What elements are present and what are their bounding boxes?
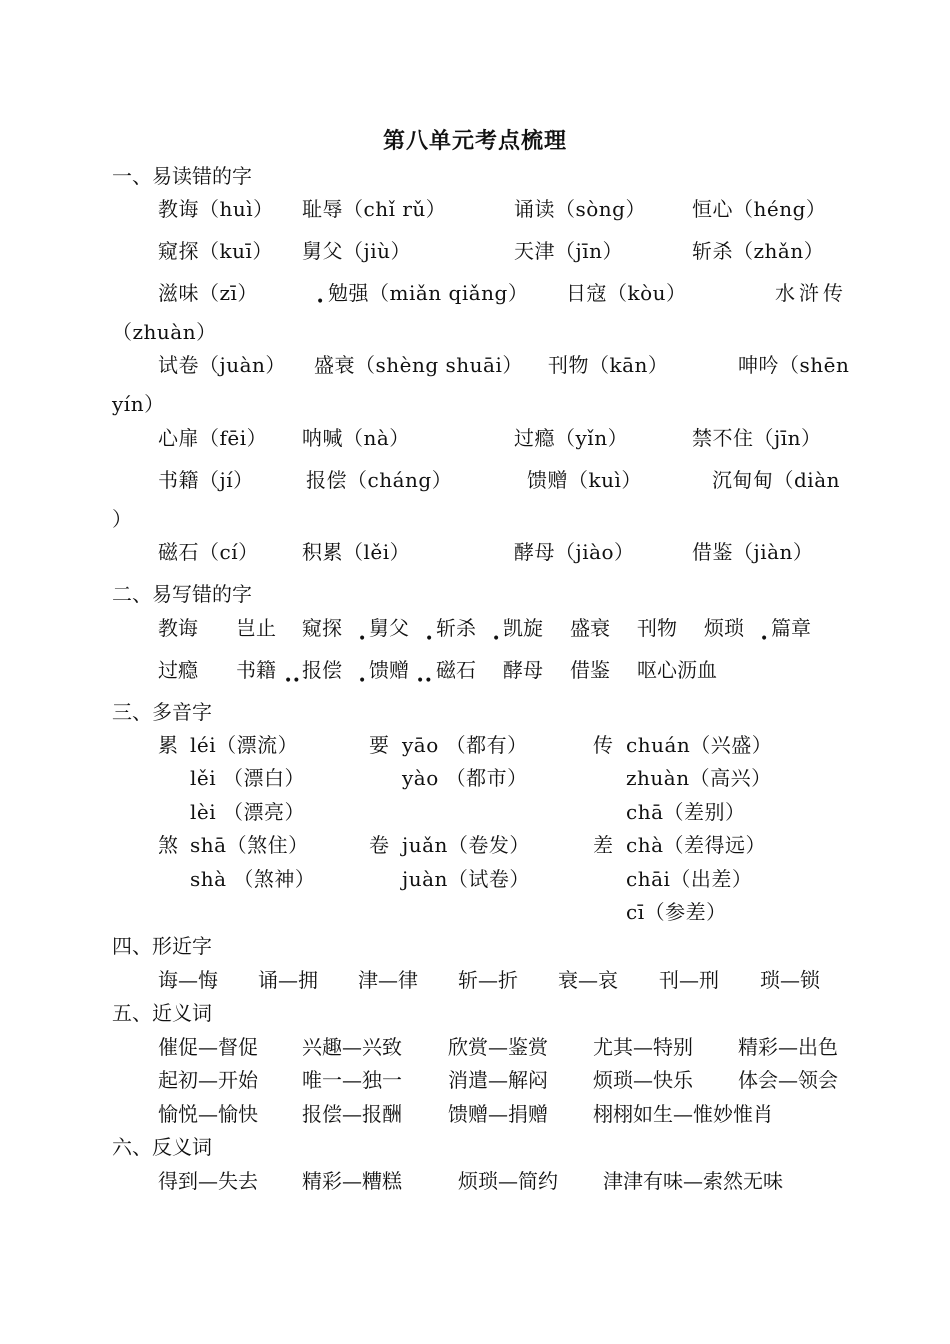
- poly-char: 传: [593, 733, 613, 757]
- list-item: 日寇（kòu）: [566, 281, 687, 305]
- list-item: 津津有味—索然无味: [603, 1169, 783, 1193]
- poly-reading: shā（煞住）: [190, 833, 309, 857]
- misread-row-2: [0, 235, 950, 265]
- poly-reading: zhuàn（高兴）: [626, 766, 772, 790]
- list-item: 呻吟（shēn: [738, 353, 850, 377]
- list-item: 篇章: [771, 616, 811, 640]
- poly-reading: chà（差得远）: [626, 833, 767, 857]
- list-item: 磁石（cí）: [158, 540, 259, 564]
- list-item: 诵读（sòng）: [514, 197, 646, 221]
- list-item: 衰—哀: [558, 968, 618, 992]
- similar-row: [0, 964, 950, 994]
- misread-row-4: [0, 349, 950, 379]
- list-item: 借鉴（jiàn）: [692, 540, 814, 564]
- poly-reading: cī（参差）: [626, 900, 727, 924]
- misread-row-4-wrap: [0, 388, 950, 418]
- poly-reading: juǎn（卷发）: [402, 833, 530, 857]
- poly-reading: yào （都市）: [402, 766, 528, 790]
- poly-row-6: [0, 896, 950, 926]
- synonym-row-1: [0, 1031, 950, 1061]
- list-item: 愉悦—愉快: [158, 1102, 258, 1126]
- list-item: 呐喊（nà）: [302, 426, 410, 450]
- page-title: 第八单元考点梳理: [382, 128, 567, 154]
- list-item: 得到—失去: [158, 1169, 258, 1193]
- poly-reading: juàn（试卷）: [402, 867, 530, 891]
- emphasis-dot: •: [492, 631, 501, 647]
- list-item: 唯一—独一: [302, 1068, 402, 1092]
- list-item: 岂止: [236, 616, 276, 640]
- list-item: 精彩—糟糕: [302, 1169, 402, 1193]
- list-item: 刊物（kān）: [548, 353, 669, 377]
- poly-reading: lèi （漂亮）: [190, 800, 305, 824]
- list-item: 烦琐—简约: [458, 1169, 558, 1193]
- poly-row-3: [0, 796, 950, 826]
- poly-char: 要: [369, 733, 389, 757]
- list-item: 沉甸甸（diàn: [712, 468, 841, 492]
- emphasis-dot: ••: [416, 673, 433, 689]
- list-item: 滋味（zī）: [158, 281, 258, 305]
- synonym-row-2: [0, 1064, 950, 1094]
- miswrite-row-1: [0, 612, 950, 647]
- poly-char: 差: [593, 833, 613, 857]
- section-heading-misread: 一、易读错的字: [112, 164, 252, 188]
- list-item: 诲—悔: [158, 968, 218, 992]
- list-item: 起初—开始: [158, 1068, 258, 1092]
- list-item: 窥探: [302, 616, 342, 640]
- list-item: 烦琐—快乐: [593, 1068, 693, 1092]
- list-item: 刊—刑: [659, 968, 719, 992]
- list-item: 斩杀: [436, 616, 476, 640]
- list-item: 书籍（jí）: [158, 468, 254, 492]
- poly-char: 累: [158, 733, 178, 757]
- miswrite-row-2: [0, 654, 950, 689]
- list-item: 催促—督促: [158, 1035, 258, 1059]
- list-item: 刊物: [637, 616, 677, 640]
- list-item: 消遣—解闷: [448, 1068, 548, 1092]
- emphasis-dot: ••: [284, 673, 301, 689]
- misread-row-5: [0, 422, 950, 452]
- list-item: 禁不住（jīn）: [692, 426, 822, 450]
- list-item: 舅父: [369, 616, 409, 640]
- poly-reading: chāi（出差）: [626, 867, 753, 891]
- list-item: 借鉴: [570, 658, 610, 682]
- poly-reading: shà （煞神）: [190, 867, 316, 891]
- list-item: 报偿（cháng）: [306, 468, 453, 492]
- list-item: 兴趣—兴致: [302, 1035, 402, 1059]
- emphasis-dot: •: [760, 631, 769, 647]
- poly-reading: yāo （都有）: [402, 733, 528, 757]
- poly-row-1: [0, 729, 950, 759]
- list-item: 烦琐: [704, 616, 744, 640]
- poly-reading: lěi （漂白）: [190, 766, 305, 790]
- list-item: 恒心（héng）: [692, 197, 827, 221]
- list-item: 耻辱（chǐ rǔ）: [302, 197, 447, 221]
- list-item: 栩栩如生—惟妙惟肖: [593, 1102, 773, 1126]
- list-item: 盛衰（shèng shuāi）: [314, 353, 523, 377]
- list-item: 馈赠: [369, 658, 409, 682]
- emphasis-dot: •: [316, 294, 325, 310]
- synonym-row-3: [0, 1098, 950, 1128]
- list-item: 教诲: [158, 616, 198, 640]
- list-item: 馈赠—捐赠: [448, 1102, 548, 1126]
- section-heading-similar-chars: 四、形近字: [112, 934, 212, 958]
- section-heading-antonyms: 六、反义词: [112, 1135, 212, 1159]
- poly-row-5: [0, 863, 950, 893]
- poly-row-2: [0, 762, 950, 792]
- list-item: 积累（lěi）: [302, 540, 411, 564]
- list-item: 诵—拥: [258, 968, 318, 992]
- section-heading-miswrite: 二、易写错的字: [112, 582, 252, 606]
- poly-reading: chuán（兴盛）: [626, 733, 773, 757]
- section-heading-polyphonic: 三、多音字: [112, 700, 212, 724]
- list-item: 津—律: [358, 968, 418, 992]
- list-item: 尤其—特别: [593, 1035, 693, 1059]
- list-item: 教诲（huì）: [158, 197, 274, 221]
- misread-row-1: [0, 193, 950, 223]
- list-item: 勉强（miǎn qiǎng）: [328, 281, 529, 305]
- section-heading-synonyms: 五、近义词: [112, 1001, 212, 1025]
- list-item-continuation: ）: [112, 507, 132, 531]
- list-item: 书籍: [236, 658, 276, 682]
- list-item: 舅父（jiù）: [302, 239, 411, 263]
- list-item: 报偿: [302, 658, 342, 682]
- list-item: 磁石: [436, 658, 476, 682]
- list-item: 体会—领会: [738, 1068, 838, 1092]
- list-item: 过瘾（yǐn）: [514, 426, 629, 450]
- misread-row-3: [0, 277, 950, 310]
- list-item: 琐—锁: [760, 968, 820, 992]
- poly-char: 煞: [158, 833, 178, 857]
- list-item: 呕心沥血: [637, 658, 717, 682]
- list-item: 心扉（fēi）: [158, 426, 268, 450]
- misread-row-6-wrap: [0, 503, 950, 533]
- list-item-continuation: yín）: [112, 392, 165, 416]
- emphasis-dot: •: [358, 631, 367, 647]
- misread-row-3-wrap: [0, 316, 950, 346]
- list-item: 斩杀（zhǎn）: [692, 239, 825, 263]
- poly-char: 卷: [369, 833, 389, 857]
- list-item: 酵母: [503, 658, 543, 682]
- list-item: 窥探（kuī）: [158, 239, 273, 263]
- list-item: 斩—折: [458, 968, 518, 992]
- poly-reading: chā（差别）: [626, 800, 746, 824]
- misread-row-7: [0, 536, 950, 566]
- list-item: 试卷（juàn）: [158, 353, 286, 377]
- list-item: 盛衰: [570, 616, 610, 640]
- list-item: 报偿—报酬: [302, 1102, 402, 1126]
- list-item: 天津（jīn）: [514, 239, 623, 263]
- poly-reading: léi（漂流）: [190, 733, 299, 757]
- antonym-row: [0, 1165, 950, 1195]
- list-item: 过瘾: [158, 658, 198, 682]
- list-item: 精彩—出色: [738, 1035, 838, 1059]
- list-item: 酵母（jiào）: [514, 540, 635, 564]
- list-item-continuation: （zhuàn）: [112, 320, 217, 344]
- list-item: 欣赏—鉴赏: [448, 1035, 548, 1059]
- list-item: 水浒传: [775, 281, 847, 305]
- emphasis-dot: •: [358, 673, 367, 689]
- emphasis-dot: •: [425, 631, 434, 647]
- misread-row-6: [0, 464, 950, 494]
- poly-row-4: [0, 829, 950, 859]
- list-item: 凯旋: [503, 616, 543, 640]
- list-item: 馈赠（kuì）: [527, 468, 642, 492]
